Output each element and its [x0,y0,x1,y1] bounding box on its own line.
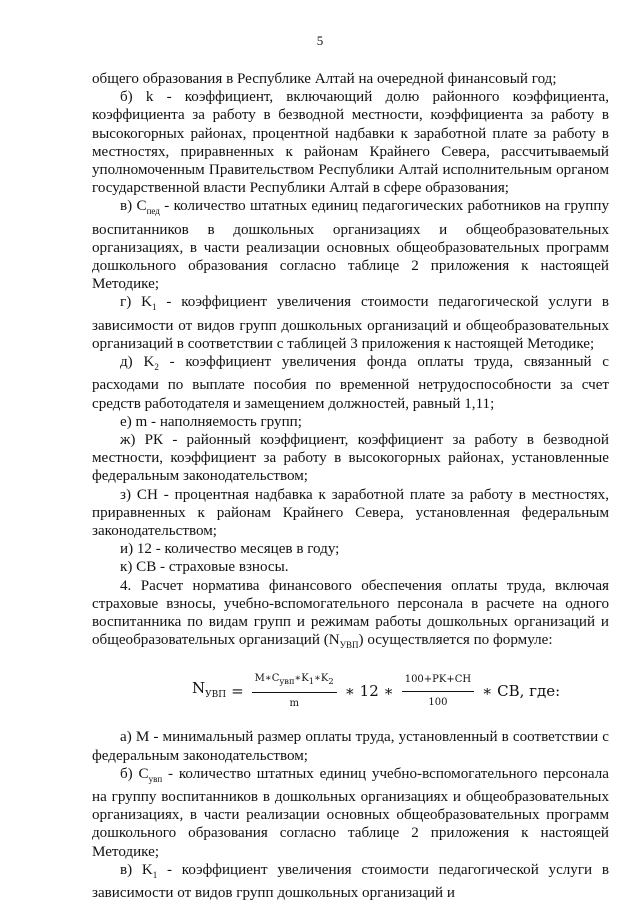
paragraph-item-a-m: а) М - минимальный размер оплаты труда, установленный в соответствии с федеральным законодательством; [92,729,609,764]
paragraph-item-v-k1: в) $K_1$ - коэффициент увеличения стоимости педагогической услуги в зависимости от видов групп дошкольных организаций и [92,861,609,902]
paragraph-section-4: 4. Расчет норматива финансового обеспечения оплаты труда, включая страховые взносы, учебно-вспомогательного персонала в расчете на одного воспитанника по видам групп и режимам работы дошкольных организаций и общеобразовательных организаций $(N_{УВП})$ осуществляется по формуле: [92,577,609,651]
formula-n-uvp [192,668,609,714]
paragraph-item-b-cuvp: б) $С_{увп}$ - количество штатных единиц учебно-вспомогательного персонала на группу воспитанников в дошкольных организациях и общеобразовательных организациях, в части реализации основных общеобразовательных программ дошкольного образования согласно таблице 2 приложения к настоящей Методике; [92,765,609,860]
formula-mid: ∗ 12 ∗ [344,682,394,701]
formula-tail: ∗ CB, где: [482,682,561,701]
paragraph-item-e-m: е) m - наполняемость групп; [120,413,302,430]
page-number: 5 [316,33,324,48]
formula-lhs: $N_{УВП}$ [192,678,227,700]
fraction-2-denominator: 100 [428,696,448,708]
paragraph-item-zh-rk: ж) РК - районный коэффициент, коэффициент за работу в безводной местности, коэффициент за работу в высокогорных районах, установленные федеральным законодательством; [92,431,609,485]
paragraph-item-k-sv: к) СВ - страховые взносы. [120,559,289,576]
document-body [92,70,609,902]
fraction-1-numerator: $M∗C_{увп}∗K_1∗K_2$ [252,670,337,693]
fraction-2-numerator: 100+PK+CH [402,671,474,692]
paragraph-item-i-12: и) 12 - количество месяцев в году; [120,541,340,558]
paragraph-item-z-sn: з) СН - процентная надбавка к заработной плате за работу в местностях, приравненных к районам Крайнего Севера, установленная федеральным законодательством; [92,486,609,539]
paragraph-item-d-k2: д) $K_2$ - коэффициент увеличения фонда оплаты труда, связанный с расходами по выплате пособия по временной нетрудоспособности за счет средств работодателя и замещением должностей, равный 1,11; [92,354,609,412]
paragraph-item-b-k: б) k - коэффициент, включающий долю районного коэффициента, коэффициента за работу в безводной местности, коэффициента за работу в высокогорных районах, процентной надбавки к заработной плате за работу в местностях, приравненных к районам Крайнего Севера, рассчитываемый уполномоченным Правительством Республики Алтай исполнительным органом государственной власти Республики Алтай в сфере образования; [92,89,609,197]
formula-equals: = [231,682,244,701]
fraction-1-denominator: m [289,697,299,709]
paragraph-item-g-k1: г) $K_1$ - коэффициент увеличения стоимости педагогической услуги в зависимости от видов групп дошкольных организаций и общеобразовательных организаций в соответствии с таблицей 3 приложения к настоящей Методике; [92,294,609,352]
formula-fraction-2 [402,671,474,712]
paragraph-item-v-cped: в) $C_{пед}$ - количество штатных единиц педагогических работников на группу воспитанников в дошкольных организациях и общеобразовательных организациях, в части реализации основных общеобразовательных программ дошкольного образования согласно таблице 2 приложения к настоящей Методике; [92,198,610,293]
paragraph-continuation: общего образования в Республике Алтай на очередной финансовый год; [92,71,557,87]
formula-fraction-1 [252,670,337,713]
